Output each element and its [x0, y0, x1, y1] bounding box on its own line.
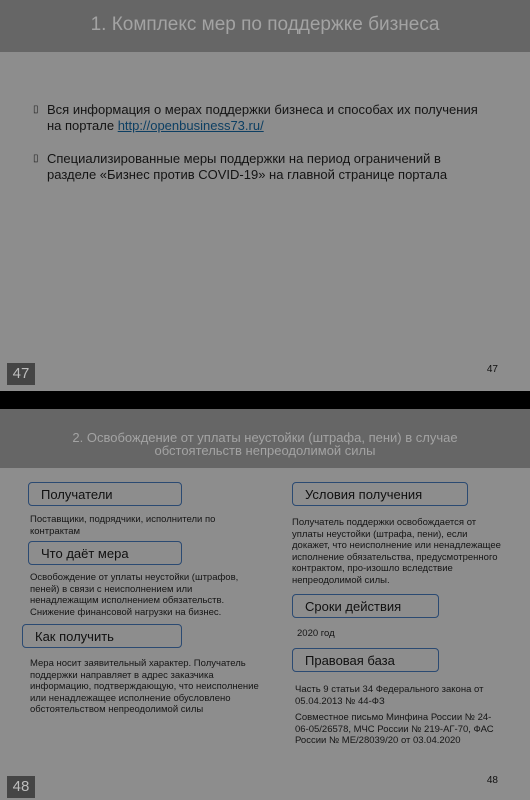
conditions-text: Получатель поддержки освобождается от уплаты неустойки (штрафа, пени), если докажет, что неисполнение или ненадлежащее исполнение обязательства, предусмотренного контрактом, про-изошло вследствие непреодолимой силы. [292, 517, 501, 586]
portal-link[interactable]: http://openbusiness73.ru/ [117, 118, 264, 133]
how-to-get-header: Как получить [22, 624, 182, 648]
slide-title [0, 409, 530, 468]
recipients-header: Получатели [28, 482, 182, 506]
legal-basis-header: Правовая база [292, 648, 439, 672]
page-number: 47 [486, 364, 498, 375]
bullet-icon: ▯ [33, 153, 39, 164]
bullet-covid-section [33, 151, 487, 183]
slide-title: 1. Комплекс мер по поддержке бизнеса [0, 0, 530, 52]
slide-title-line-1: 2. Освобождение от уплаты неустойки (штрафа, пени) в случае [72, 430, 458, 445]
bullet-text: Специализированные меры поддержки на период ограничений в разделе «Бизнес против COVID-19» на главной странице портала [47, 151, 448, 182]
page-badge: 47 [7, 363, 35, 385]
bullet-portal-info [33, 102, 487, 134]
validity-period-text: 2020 год [297, 628, 335, 639]
legal-basis-letter: Совместное письмо Минфина России № 24-06-05/26578, МЧС России № 219-АГ-70, ФАС России № МЕ/28039/20 от 03.04.2020 [295, 712, 494, 746]
slide-title-line-2: обстоятельств непреодолимой силы [154, 443, 376, 458]
page-badge: 48 [7, 776, 35, 798]
recipients-text: Поставщики, подрядчики, исполнители по контрактам [30, 514, 216, 537]
measure-benefit-text: Освобождение от уплаты неустойки (штрафов, пеней) в связи с неисполнением или ненадлежащим исполнением обязательств. Снижение финансовой нагрузки на бизнес. [30, 572, 239, 618]
how-to-get-text: Мера носит заявительный характер. Получатель поддержки направляет в адрес заказчика информацию, подтверждающую, что неисполнение или ненадлежащее исполнение обусловлено обстоятельством непреодолимой силы [30, 658, 259, 715]
legal-basis-law: Часть 9 статьи 34 Федерального закона от 05.04.2013 № 44-ФЗ [295, 684, 484, 707]
slide-48 [0, 409, 530, 800]
bullet-text: Вся информация о мерах поддержки бизнеса и способах их получения на портале [47, 102, 478, 133]
measure-benefit-header: Что даёт мера [28, 541, 182, 565]
validity-period-header: Сроки действия [292, 594, 439, 618]
slide-47 [0, 0, 530, 391]
conditions-header: Условия получения [292, 482, 468, 506]
bullet-icon: ▯ [33, 104, 39, 115]
page-number: 48 [486, 775, 498, 786]
